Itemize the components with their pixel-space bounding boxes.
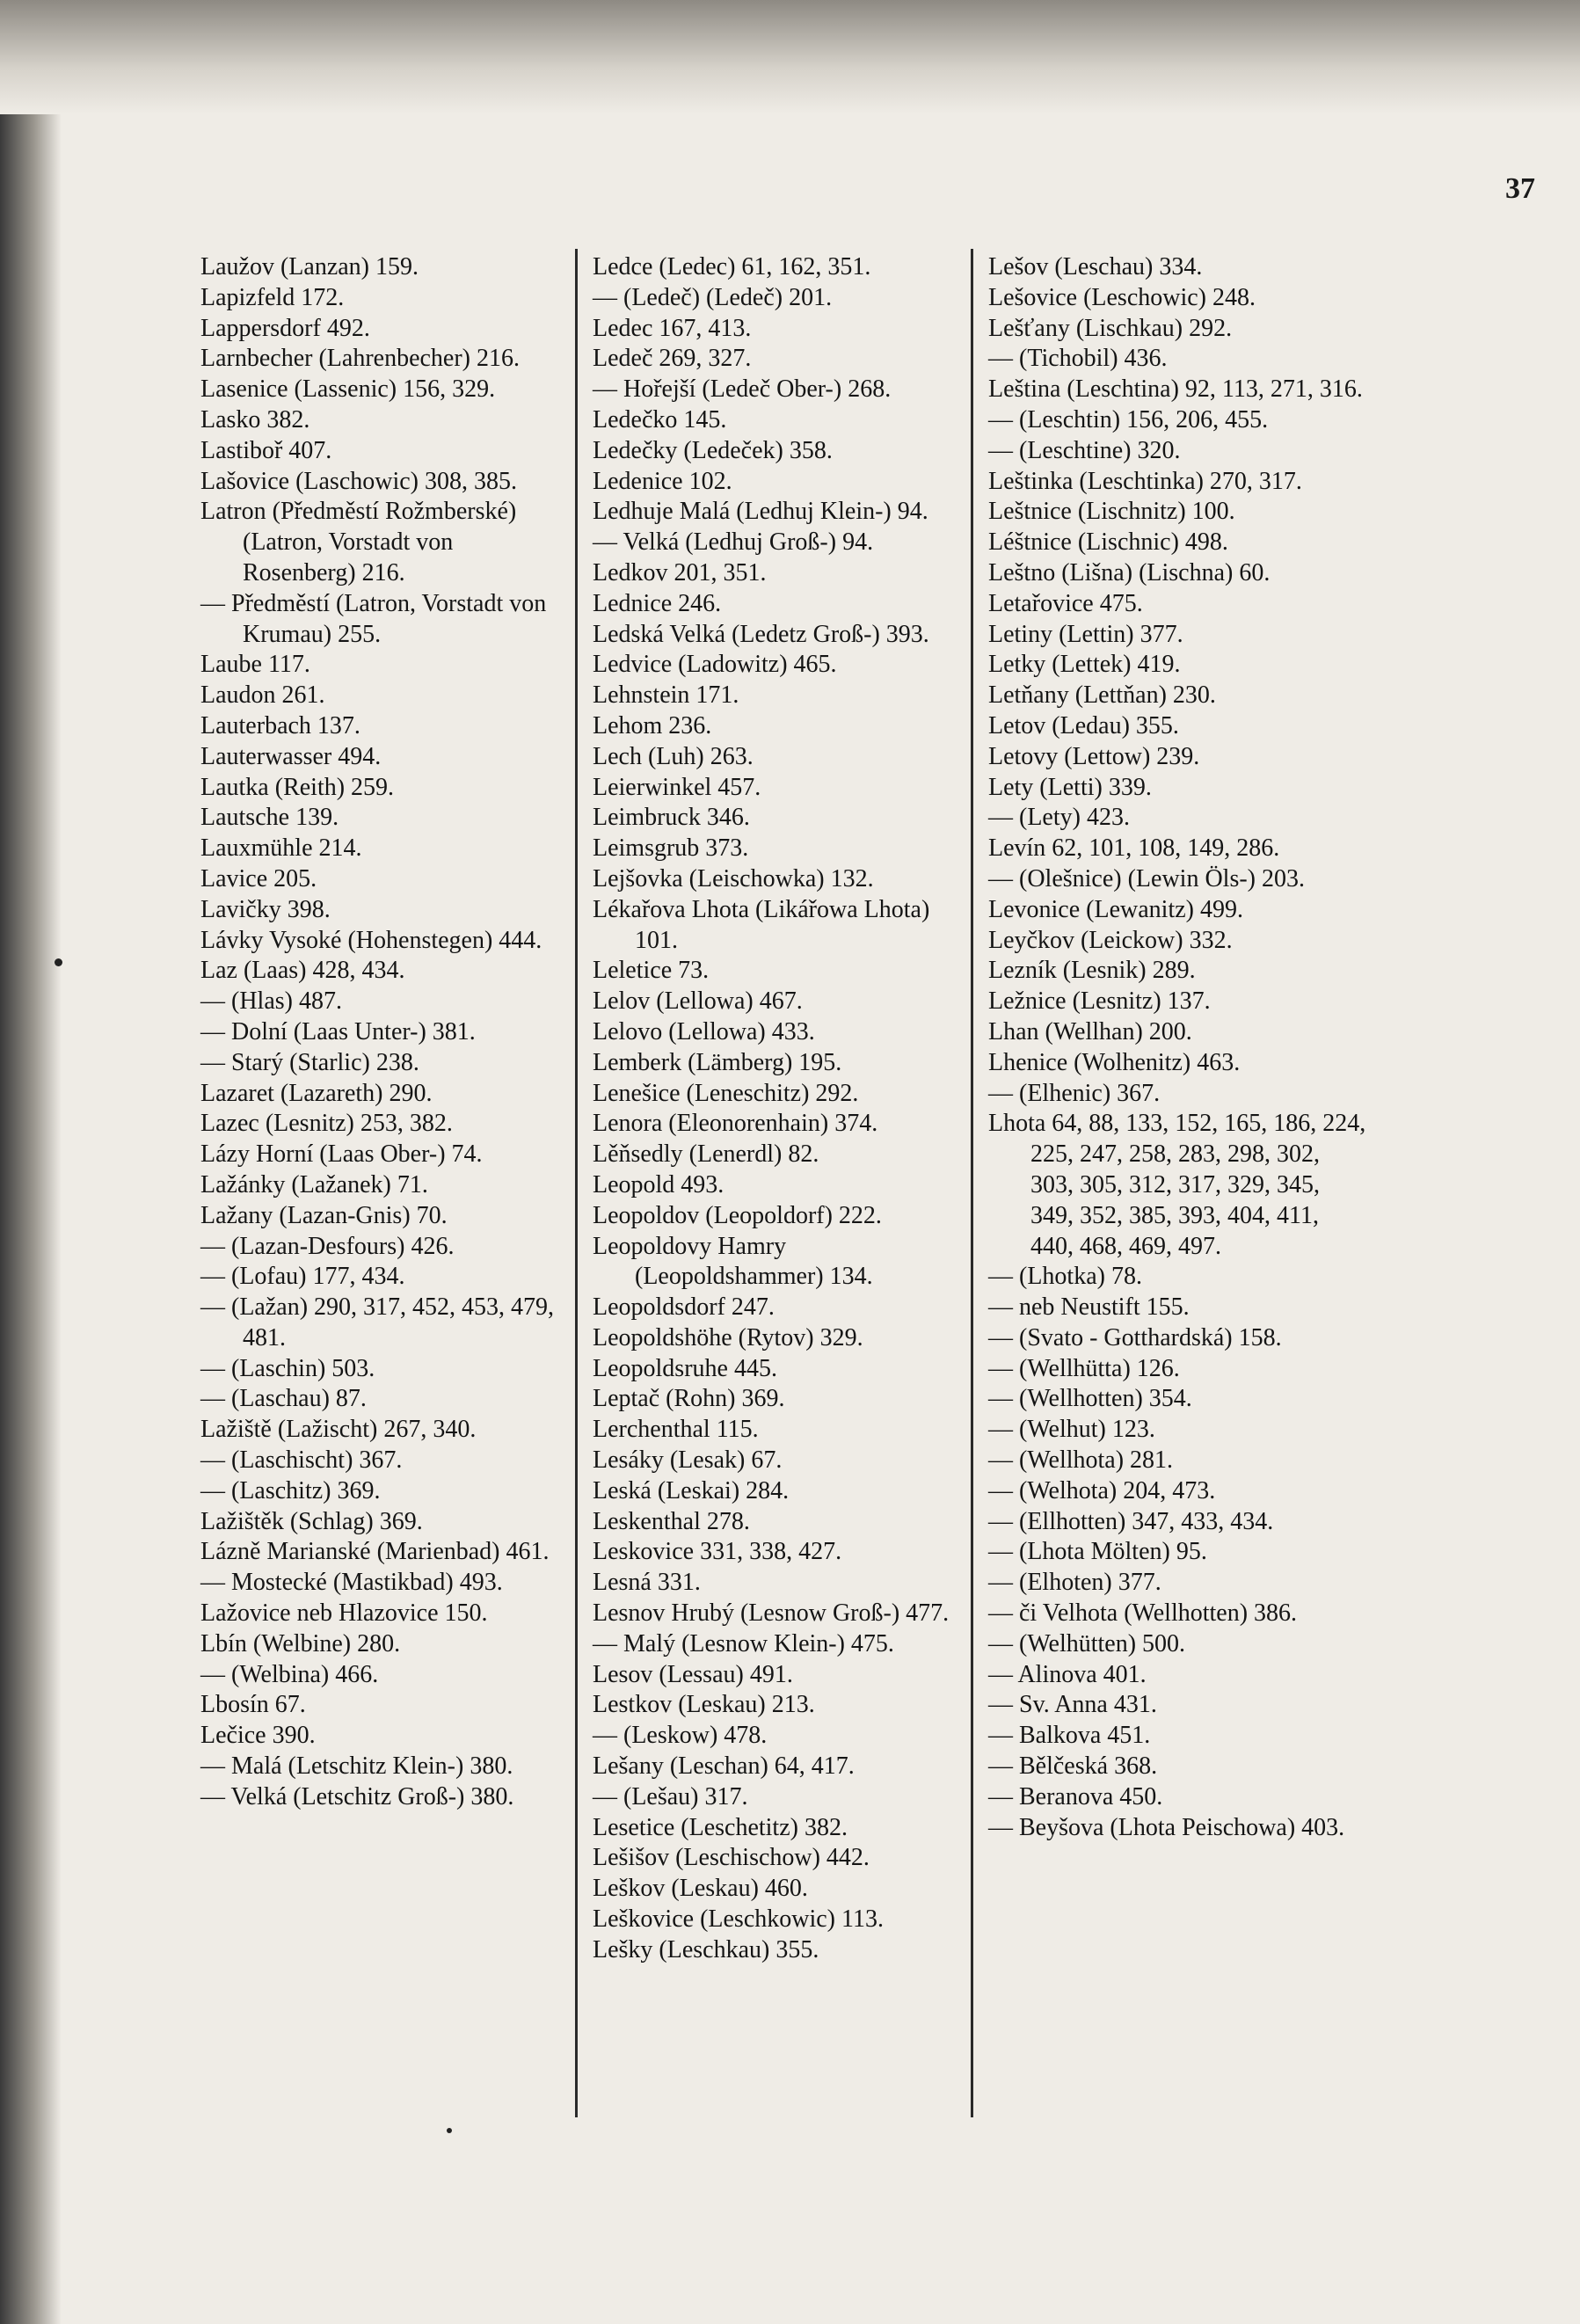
index-entry: — (Laschitz) 369. [200,1476,381,1504]
index-entry: Levonice (Lewanitz) 499. [988,895,1243,923]
index-entry: Lasko 382. [200,405,310,433]
index-entry: Lazaret (Lazareth) 290. [200,1079,433,1107]
index-entry: — (Laschin) 503. [200,1354,375,1382]
index-entry: Leopoldshöhe (Rytov) 329. [593,1323,863,1351]
index-entry: Ledečky (Ledeček) 358. [593,436,833,464]
index-entry: — Bělčeská 368. [988,1752,1158,1781]
index-entry: Lauterbach 137. [200,711,360,739]
index-entry: Lbín (Welbine) 280. [200,1629,401,1657]
index-entry: Lesetice (Leschetitz) 382. [593,1813,848,1841]
index-entry: Lautka (Reith) 259. [200,773,395,801]
index-entry: Leštno (Lišna) (Lischna) 60. [988,558,1271,586]
index-entry: — Velká (Ledhuj Groß-) 94. [593,528,874,557]
index-entry: — Balkova 451. [988,1722,1151,1750]
index-entry: — (Welhut) 123. [988,1416,1155,1444]
index-entry: Leštnice (Lischnitz) 100. [988,498,1235,526]
index-entry: Letky (Lettek) 419. [988,651,1181,679]
index-entry: Lhenice (Wolhenitz) 463. [988,1048,1241,1076]
index-entry: — (Welhütten) 500. [988,1629,1186,1657]
index-entry: Lešky (Leschkau) 355. [593,1935,819,1963]
index-entry: Letařovice 475. [988,589,1143,617]
index-entry: — Malý (Lesnow Klein-) 475. [593,1629,894,1657]
index-entry: Lasenice (Lassenic) 156, 329. [200,375,496,404]
index-entry: Laz (Laas) 428, 434. [200,957,405,985]
index-entry: Lazec (Lesnitz) 253, 382. [200,1110,453,1138]
index-entry: Lestkov (Leskau) 213. [593,1691,815,1719]
index-column-2 [593,252,967,1966]
index-entry: Lesnov Hrubý (Lesnow Groß-) 477. [593,1599,950,1628]
index-entry: Lednice 246. [593,589,722,617]
index-entry: — (Wellhütta) 126. [988,1354,1180,1382]
index-entry: Leimbruck 346. [593,804,750,832]
index-entry: Lezník (Lesnik) 289. [988,957,1196,985]
index-entry: Lappersdorf 492. [200,314,370,342]
index-entry: Leimsgrub 373. [593,834,749,863]
index-entry: Leškov (Leskau) 460. [593,1875,808,1903]
index-entry: Leština (Leschtina) 92, 113, 271, 316. [988,375,1363,404]
index-entry: Letňany (Lettňan) 230. [988,681,1216,710]
index-entry: — (Leschtine) 320. [988,436,1181,464]
index-entry: Lešany (Leschan) 64, 417. [593,1752,855,1781]
index-entry: Lesov (Lessau) 491. [593,1660,793,1688]
index-entry: Leopoldov (Leopoldorf) 222. [593,1201,882,1229]
index-entry: Latron (Předměstí Rožmberské) (Latron, Vorstadt von Rosenberg) 216. [200,498,517,586]
index-entry: Lávky Vysoké (Hohenstegen) 444. [200,926,542,954]
index-column-1 [200,252,570,1813]
index-entry: Lešovice (Leschowic) 248. [988,283,1256,311]
index-entry: Lesáky (Lesak) 67. [593,1446,783,1475]
index-entry: Leptač (Rohn) 369. [593,1385,785,1413]
index-entry: — (Hlas) 487. [200,987,342,1016]
index-entry: Larnbecher (Lahrenbecher) 216. [200,345,521,373]
page-edge-shadow-left [0,0,62,2324]
index-entry: — (Ellhotten) 347, 433, 434. [988,1507,1274,1535]
index-entry: — Dolní (Laas Unter-) 381. [200,1017,476,1045]
index-entry: Leskenthal 278. [593,1507,750,1535]
index-entry: — (Leschtin) 156, 206, 455. [988,405,1269,433]
index-entry: — (Lofau) 177, 434. [200,1263,405,1291]
index-entry: Lažany (Lazan-Gnis) 70. [200,1201,448,1229]
index-entry: Letiny (Lettin) 377. [988,620,1183,648]
index-entry: Lázně Marianské (Marienbad) 461. [200,1538,550,1566]
index-entry: — Velká (Letschitz Groß-) 380. [200,1782,514,1810]
index-entry: Lelov (Lellowa) 467. [593,987,803,1016]
index-entry: — (Lhotka) 78. [988,1263,1142,1291]
index-entry: Leopoldsruhe 445. [593,1354,777,1382]
index-entry: Lavičky 398. [200,895,331,923]
index-entry: — (Lažan) 290, 317, 452, 453, 479, 481. [200,1293,555,1351]
index-entry: Lešťany (Lischkau) 292. [988,314,1233,342]
index-entry: — Mostecké (Mastikbad) 493. [200,1569,503,1597]
index-entry: Letov (Ledau) 355. [988,711,1179,739]
index-entry: Lejšovka (Leischowka) 132. [593,864,874,892]
index-entry: — či Velhota (Wellhotten) 386. [988,1599,1298,1628]
index-entry: Lastiboř 407. [200,436,332,464]
index-entry: Lautsche 139. [200,804,339,832]
index-entry: Leskovice 331, 338, 427. [593,1538,842,1566]
index-entry: — Sv. Anna 431. [988,1691,1157,1719]
index-entry: Lech (Luh) 263. [593,742,754,770]
index-entry: Leškovice (Leschkowic) 113. [593,1905,884,1934]
index-entry: Ledská Velká (Ledetz Groß-) 393. [593,620,929,648]
index-entry: Laudon 261. [200,681,325,710]
index-entry: Leopoldovy Hamry (Leopoldshammer) 134. [593,1232,873,1291]
index-entry: Léštnice (Lischnic) 498. [988,528,1228,557]
index-entry: Lhan (Wellhan) 200. [988,1017,1192,1045]
index-entry: Lehnstein 171. [593,681,739,710]
index-entry: Lauterwasser 494. [200,742,382,770]
index-entry: Levín 62, 101, 108, 149, 286. [988,834,1280,863]
column-rule [971,249,973,2117]
index-entry: Laube 117. [200,651,310,679]
index-entry: — (Welhota) 204, 473. [988,1476,1216,1504]
index-entry: Ledec 167, 413. [593,314,752,342]
index-entry: — (Lazan-Desfours) 426. [200,1232,455,1260]
index-entry: Lbosín 67. [200,1691,306,1719]
index-entry: Ledce (Ledec) 61, 162, 351. [593,253,871,280]
index-entry: — Malá (Letschitz Klein-) 380. [200,1752,513,1781]
index-entry: — (Laschau) 87. [200,1385,367,1413]
index-entry: Laužov (Lanzan) 159. [200,253,419,280]
page-edge-shadow-top [0,0,1580,114]
index-entry: Leletice 73. [593,957,710,985]
index-entry: Ledhuje Malá (Ledhuj Klein-) 94. [593,498,928,526]
column-rule [575,249,578,2117]
index-entry: — (Tichobil) 436. [988,345,1168,373]
index-entry: — (Lhota Mölten) 95. [988,1538,1207,1566]
index-entry: — (Ledeč) (Ledeč) 201. [593,283,833,311]
index-entry: Ledeč 269, 327. [593,345,752,373]
index-entry: Lapizfeld 172. [200,283,345,311]
index-entry: Letovy (Lettow) 239. [988,742,1200,770]
index-entry: Lavice 205. [200,864,317,892]
index-entry: — Hořejší (Ledeč Ober-) 268. [593,375,892,404]
index-entry: Lešišov (Leschischow) 442. [593,1844,870,1872]
index-entry: Lažištěk (Schlag) 369. [200,1507,423,1535]
index-entry: — (Wellhota) 281. [988,1446,1174,1475]
index-entry: Lesná 331. [593,1569,701,1597]
index-entry: — (Elhenic) 367. [988,1079,1161,1107]
index-entry: Lažánky (Lažanek) 71. [200,1170,428,1198]
index-entry: Lažovice neb Hlazovice 150. [200,1599,488,1628]
index-entry: Leierwinkel 457. [593,773,761,801]
index-entry: Lečice 390. [200,1722,316,1750]
index-entry: — Starý (Starlic) 238. [200,1048,419,1076]
index-entry: Lerchenthal 115. [593,1416,759,1444]
index-entry: Ledečko 145. [593,405,727,433]
index-entry: — (Welbina) 466. [200,1660,379,1688]
index-entry: — Alinova 401. [988,1660,1147,1688]
index-entry: Lehom 236. [593,711,712,739]
index-entry: Lenešice (Leneschitz) 292. [593,1079,859,1107]
index-entry: Lenora (Eleonorenhain) 374. [593,1110,878,1138]
index-entry: Lemberk (Lämberg) 195. [593,1048,842,1076]
index-entry: — neb Neustift 155. [988,1293,1190,1322]
index-entry: — Beyšova (Lhota Peischowa) 403. [988,1813,1345,1841]
index-entry: — (Leskow) 478. [593,1722,768,1750]
index-entry: Lety (Letti) 339. [988,773,1152,801]
index-entry: Leštinka (Leschtinka) 270, 317. [988,467,1302,495]
index-entry: Lešov (Leschau) 334. [988,253,1203,280]
index-entry: Leská (Leskai) 284. [593,1476,790,1504]
page-number: 37 [1505,172,1535,205]
margin-dot [55,958,62,966]
index-entry: Lelovo (Lellowa) 433. [593,1017,815,1045]
index-entry: — (Lešau) 317. [593,1782,748,1810]
index-entry: Leopold 493. [593,1170,724,1198]
index-entry: Lěňsedly (Lenerdl) 82. [593,1140,819,1169]
index-entry: Lažiště (Lažischt) 267, 340. [200,1416,477,1444]
index-entry: — Beranova 450. [988,1782,1163,1810]
index-column-3 [988,252,1366,1843]
index-entry: Lázy Horní (Laas Ober-) 74. [200,1140,483,1169]
index-entry: Ležnice (Lesnitz) 137. [988,987,1211,1016]
index-entry: — Předměstí (Latron, Vorstadt von Krumau) 255. [200,589,547,648]
index-entry: — (Lety) 423. [988,804,1130,832]
index-entry: — (Laschischt) 367. [200,1446,403,1475]
index-entry: Ledkov 201, 351. [593,558,767,586]
index-entry: Lauxmühle 214. [200,834,362,863]
print-speck [447,2128,452,2133]
index-entry: — (Elhoten) 377. [988,1569,1161,1597]
index-entry: — (Svato - Gotthardská) 158. [988,1323,1282,1351]
index-entry: Leyčkov (Leickow) 332. [988,926,1233,954]
index-entry: — (Olešnice) (Lewin Öls-) 203. [988,864,1306,892]
index-entry: Lašovice (Laschowic) 308, 385. [200,467,517,495]
index-entry: Ledenice 102. [593,467,732,495]
index-entry: Leopoldsdorf 247. [593,1293,775,1322]
index-entry: Lhota 64, 88, 133, 152, 165, 186, 224, 225, 247, 258, 283, 298, 302, 303, 305, 312, 317, 329, 345, 349, 352, 385, 393, 404, 411, 440, 468, 469, 497. [988,1110,1366,1260]
index-entry: Lékařova Lhota (Likářowa Lhota) 101. [593,895,930,954]
index-entry: — (Wellhotten) 354. [988,1385,1192,1413]
index-entry: Ledvice (Ladowitz) 465. [593,651,837,679]
